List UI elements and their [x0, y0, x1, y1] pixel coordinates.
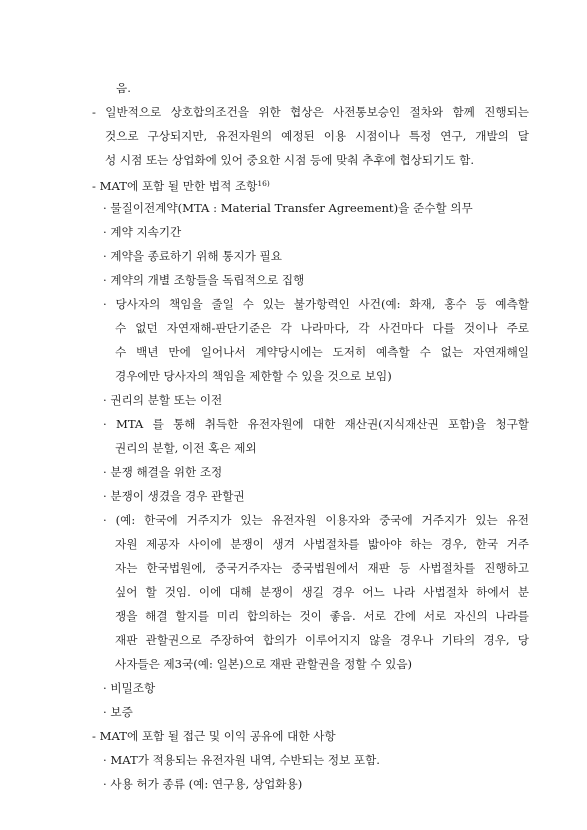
text-line: 성 시점 또는 상업화에 있어 중요한 시점 등에 맞춰 추후에 협상되기도 함. — [105, 153, 475, 167]
sub-item: · 물질이전계약(MTA : Material Transfer Agreement)을 준수할 의무 — [103, 201, 473, 215]
sub-item: · 권리의 분할 또는 이전 — [103, 393, 223, 407]
text-line: 경우에만 당사자의 책임을 제한할 수 있을 것으로 보임) — [115, 369, 392, 383]
sub-item: · (예: 한국에 거주지가 있는 유전자원 이용자와 중국에 거주지가 있는 유전 — [103, 513, 529, 527]
text-line: 자원 제공자 사이에 분쟁이 생겨 사법절차를 밟아야 하는 경우, 한국 거주 — [115, 537, 529, 551]
sub-item: · 사용 허가 종류 (예: 연구용, 상업화용) — [103, 777, 303, 791]
text-line: 재판 관할권으로 주장하여 합의가 이루어지지 않을 경우나 기타의 경우, 당 — [115, 633, 529, 647]
sub-item: · 분쟁이 생겼을 경우 관할권 — [103, 489, 245, 503]
text-line: 음. — [116, 81, 131, 95]
text-line: 수 백년 만에 일어나서 계약당시에는 도저히 예측할 수 없는 자연재해일 — [115, 345, 529, 359]
sub-item: · MAT가 적용되는 유전자원 내역, 수반되는 정보 포함. — [103, 753, 380, 767]
sub-item: · 비밀조항 — [103, 681, 156, 695]
sub-item: · MTA 를 통해 취득한 유전자원에 대한 재산권(지식재산권 포함)을 청구할 — [103, 417, 529, 431]
heading-text: - MAT에 포함 될 만한 법적 조항 — [92, 179, 258, 193]
section-heading: - MAT에 포함 될 접근 및 이익 공유에 대한 사항 — [92, 729, 336, 743]
bullet-item: - 일반적으로 상호합의조건을 위한 협상은 사전통보승인 절차와 함께 진행되는 — [92, 105, 529, 119]
text-line: 수 없던 자연재해-판단기준은 각 나라마다, 각 사건마다 다를 것이나 주로 — [115, 321, 529, 335]
text-line: 사자들은 제3국(예: 일본)으로 재판 관할권을 정할 수 있음) — [115, 657, 413, 671]
sub-item: · 계약 지속기간 — [103, 225, 182, 239]
sub-item: · 보증 — [103, 705, 133, 719]
text-line: 쟁을 해결 할지를 미리 합의하는 것이 좋음. 서로 간에 서로 자신의 나라를 — [115, 609, 529, 623]
sub-item: · 계약의 개별 조항들을 독립적으로 집행 — [103, 273, 305, 287]
text-line: 것으로 구상되지만, 유전자원의 예정된 이용 시점이나 특정 연구, 개발의 달 — [105, 129, 529, 143]
sub-item: · 계약을 종료하기 위해 통지가 필요 — [103, 249, 282, 263]
text-line: 권리의 분할, 이전 혹은 제외 — [115, 441, 257, 455]
text-line: 자는 한국법원에, 중국거주자는 중국법원에서 재판 등 사법절차를 진행하고 — [115, 561, 529, 575]
sub-item: · 당사자의 책임을 줄일 수 있는 불가항력인 사건(예: 화재, 홍수 등 예측할 — [103, 297, 529, 311]
section-heading — [92, 176, 270, 194]
text-line: 싶어 할 것임. 이에 대해 분쟁이 생길 경우 어느 나라 사법절차 하에서 분 — [115, 585, 529, 599]
footnote-ref: 16) — [257, 179, 270, 188]
sub-item: · 분쟁 해결을 위한 조정 — [103, 465, 223, 479]
